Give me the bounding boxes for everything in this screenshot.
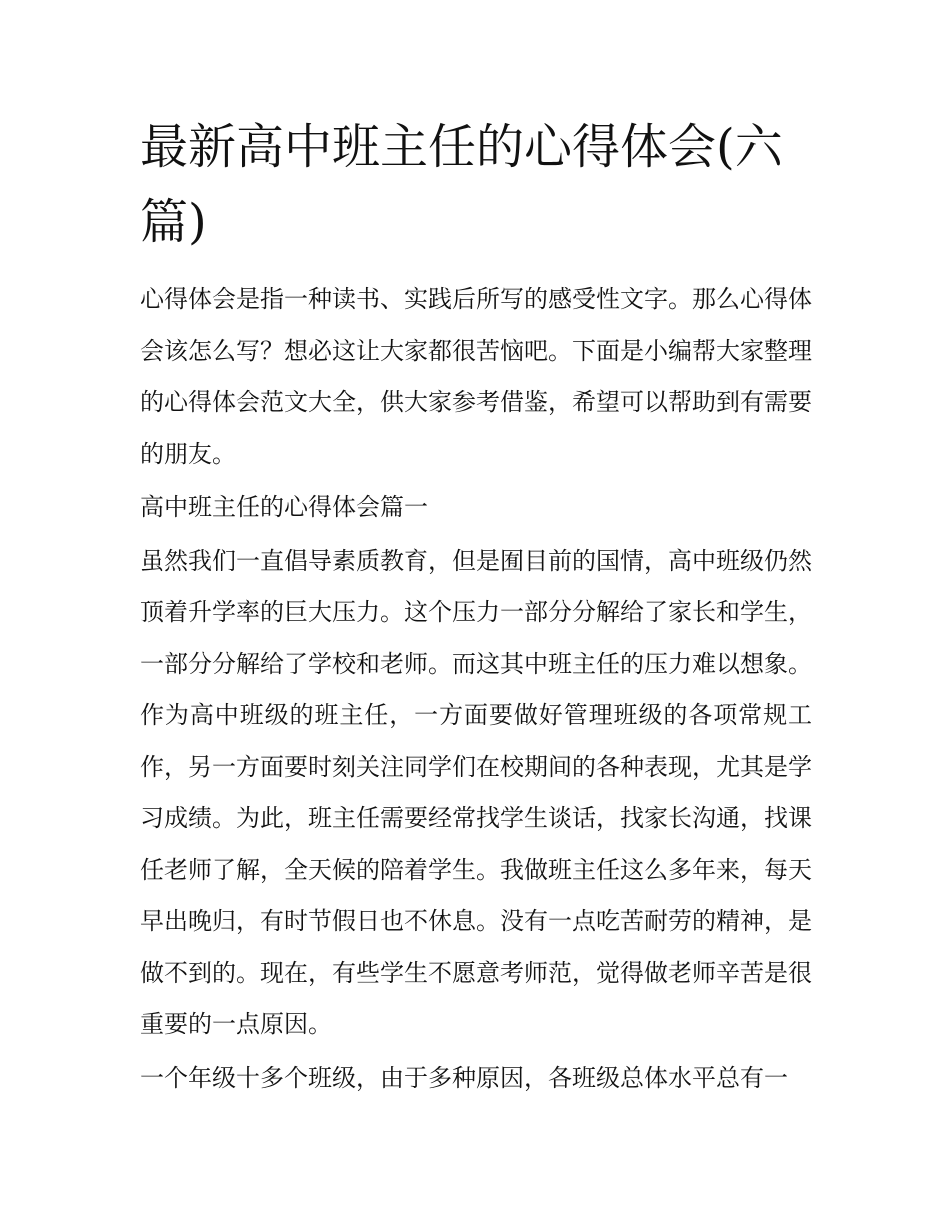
body-paragraph: 虽然我们一直倡导素质教育，但是囿目前的国情，高中班级仍然顶着升学率的巨大压力。这个压力一部分分解给了家长和学生，一部分分解给了学校和老师。而这其中班主任的压力难以想象。作为高中班级的班主任，一方面要做好管理班级的各项常规工作，另一方面要时刻关注同学们在校期间的各种表现，尤其是学习成绩。为此，班主任需要经常找学生谈话，找家长沟通，找课任老师了解，全天候的陪着学生。我做班主任这么多年来，每天早出晚归，有时节假日也不休息。没有一点吃苦耐劳的精神，是做不到的。现在，有些学生不愿意考师范，觉得做老师辛苦是很重要的一点原因。 [140, 546, 812, 1038]
intro-paragraph: 心得体会是指一种读书、实践后所写的感受性文字。那么心得体会该怎么写？想必这让大家都很苦恼吧。下面是小编帮大家整理的心得体会范文大全，供大家参考借鉴，希望可以帮助到有需要的朋友。 [140, 285, 812, 468]
document-page [140, 110, 812, 1106]
section-heading: 高中班主任的心得体会篇一 [140, 493, 428, 521]
body-paragraph: 一个年级十多个班级，由于多种原因，各班级总体水平总有一 [140, 1063, 788, 1092]
document-title: 最新高中班主任的心得体会(六篇) [140, 119, 783, 250]
